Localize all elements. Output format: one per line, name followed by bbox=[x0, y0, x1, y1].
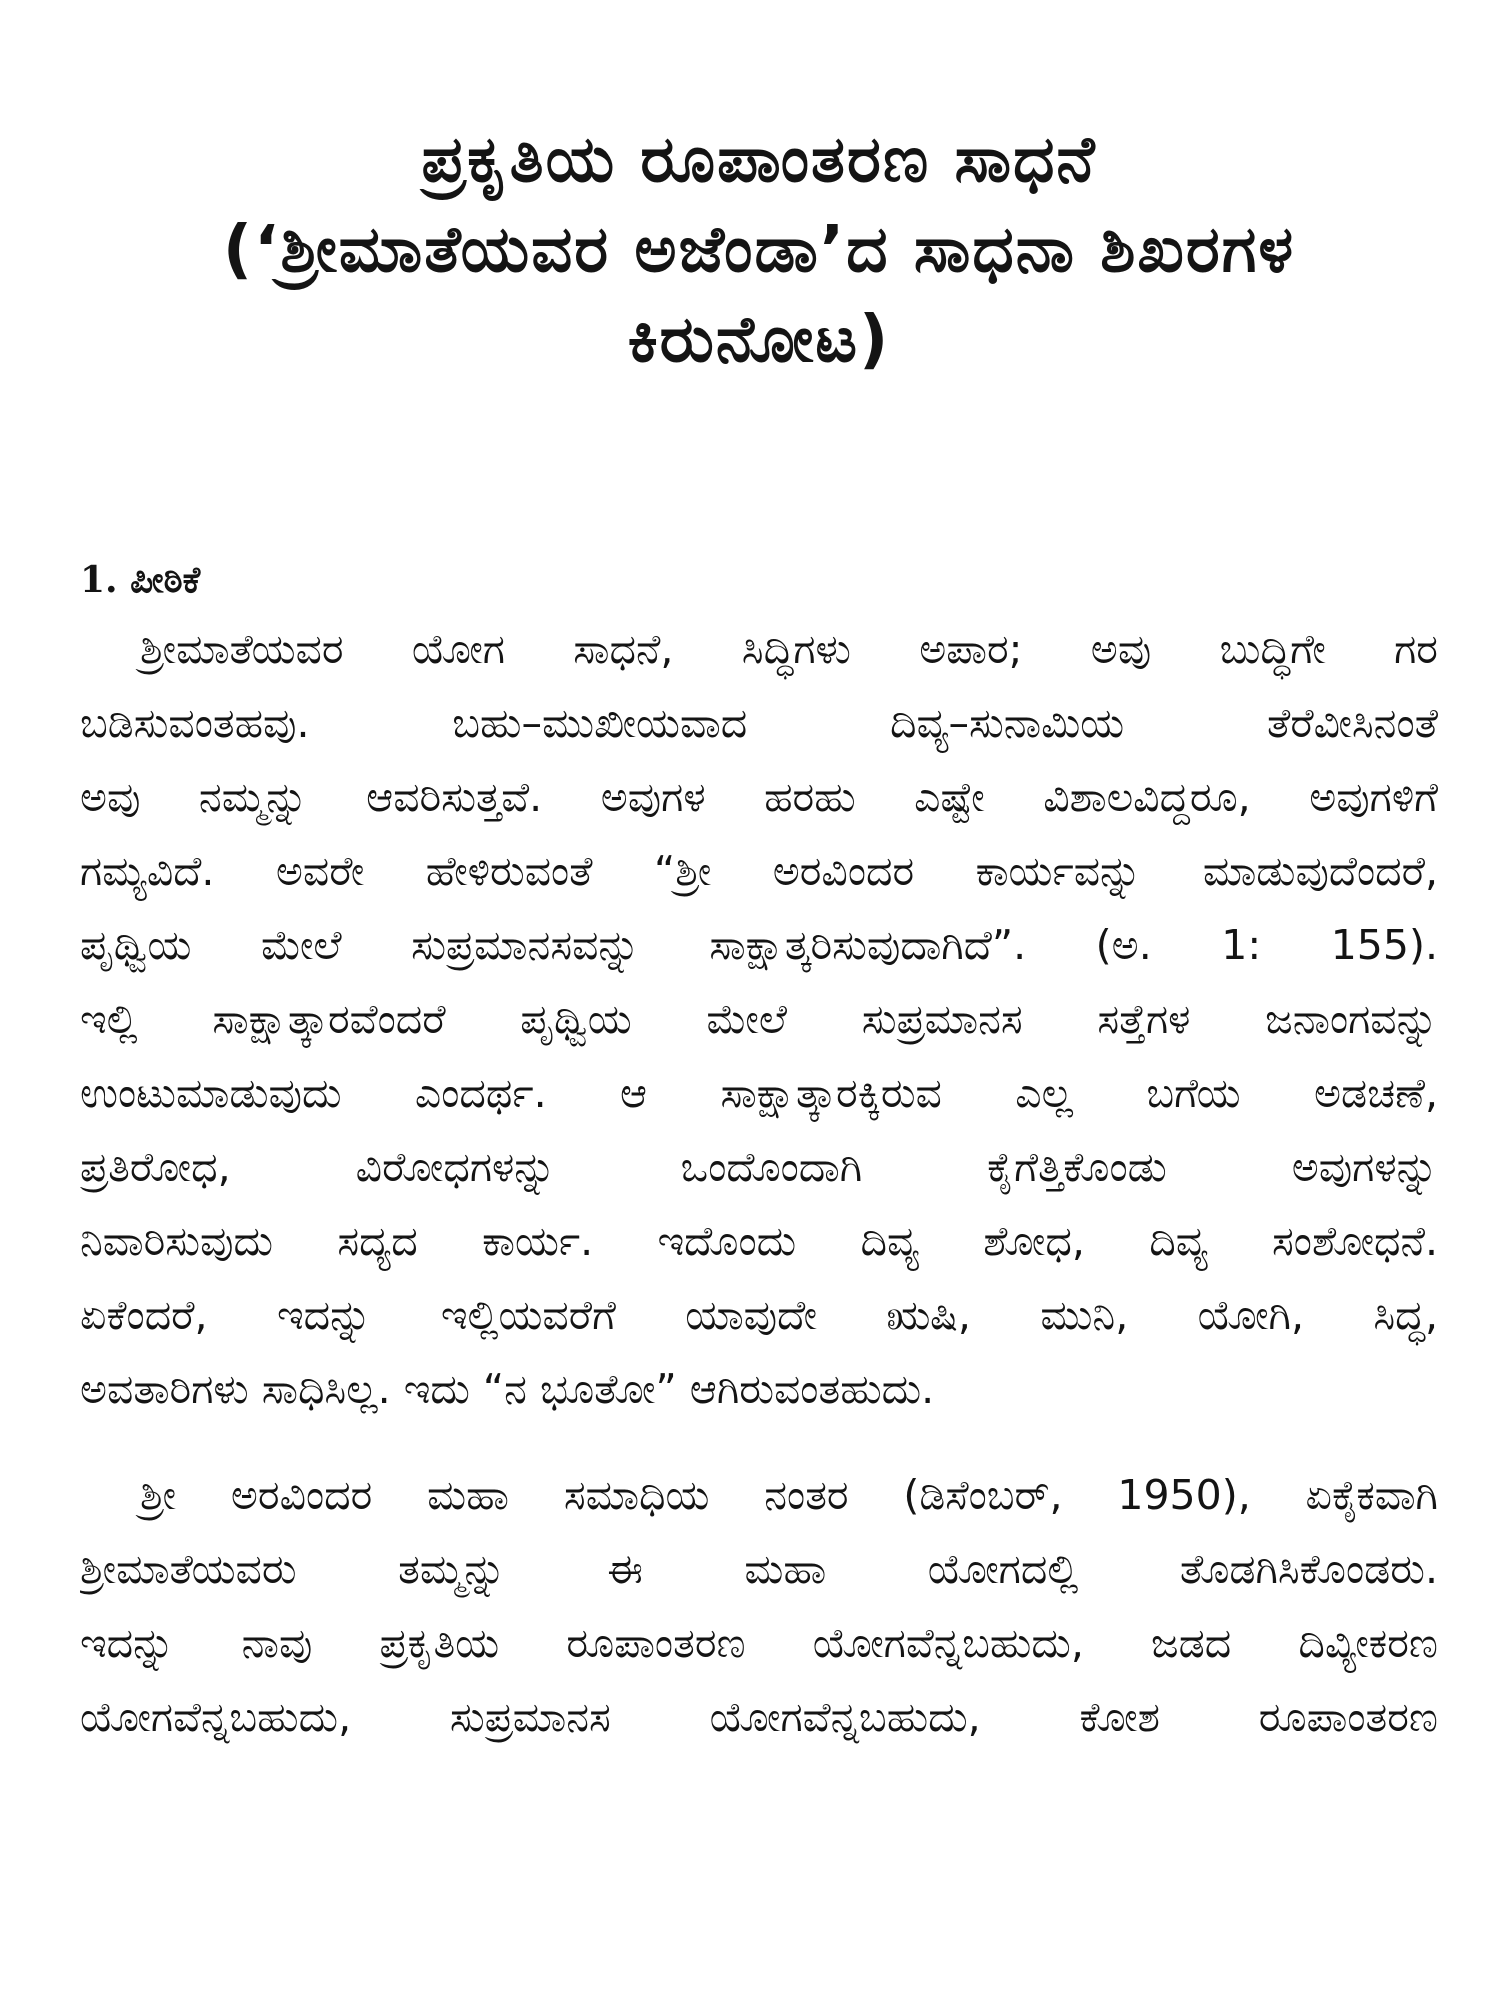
text-line: ಇಲ್ಲಿ ಸಾಕ್ಷಾತ್ಕಾರವೆಂದರೆ ಪೃಥ್ವಿಯ ಮೇಲೆ ಸುಪ್ರಮಾನಸ ಸತ್ತೆಗಳ ಜನಾಂಗವನ್ನು bbox=[80, 995, 1438, 1043]
text-line: ಪೃಥ್ವಿಯ ಮೇಲೆ ಸುಪ್ರಮಾನಸವನ್ನು ಸಾಕ್ಷಾತ್ಕರಿಸುವುದಾಗಿದೆ”. (ಅ. 1: 155). bbox=[80, 921, 1438, 969]
paragraph-2 bbox=[80, 1458, 1438, 1754]
text-line: ಅವು ನಮ್ಮನ್ನು ಆವರಿಸುತ್ತವೆ. ಅವುಗಳ ಹರಹು ಎಷ್ಟೇ ವಿಶಾಲವಿದ್ದರೂ, ಅವುಗಳಿಗೆ bbox=[80, 773, 1438, 821]
page-title: ಪ್ರಕೃತಿಯ ರೂಪಾಂತರಣ ಸಾಧನೆ bbox=[421, 123, 1097, 197]
text-line: ಯೋಗವೆನ್ನಬಹುದು, ಸುಪ್ರಮಾನಸ ಯೋಗವೆನ್ನಬಹುದು, ಕೋಶ ರೂಪಾಂತರಣ bbox=[80, 1693, 1438, 1741]
section-title: ಪೀಠಿಕೆ bbox=[130, 560, 201, 601]
text-line: ಅವತಾರಿಗಳು ಸಾಧಿಸಿಲ್ಲ. ಇದು “ನ ಭೂತೋ” ಆಗಿರುವಂತಹುದು. bbox=[80, 1365, 935, 1413]
text-line: ಏಕೆಂದರೆ, ಇದನ್ನು ಇಲ್ಲಿಯವರೆಗೆ ಯಾವುದೇ ಋಷಿ, ಮುನಿ, ಯೋಗಿ, ಸಿದ್ಧ, bbox=[80, 1291, 1438, 1339]
text-line: ನಿವಾರಿಸುವುದು ಸದ್ಯದ ಕಾರ್ಯ. ಇದೊಂದು ದಿವ್ಯ ಶೋಧ, ದಿವ್ಯ ಸಂಶೋಧನೆ. bbox=[80, 1217, 1438, 1265]
section-number: 1. bbox=[80, 559, 118, 601]
paragraph-1 bbox=[80, 612, 1438, 1426]
text-line: ಉಂಟುಮಾಡುವುದು ಎಂದರ್ಥ. ಆ ಸಾಕ್ಷಾತ್ಕಾರಕ್ಕಿರುವ ಎಲ್ಲ ಬಗೆಯ ಅಡಚಣೆ, bbox=[80, 1069, 1438, 1117]
text-line: ಶ್ರೀ ಅರವಿಂದರ ಮಹಾ ಸಮಾಧಿಯ ನಂತರ (ಡಿಸೆಂಬರ್, 1950), ಏಕೈಕವಾಗಿ bbox=[140, 1471, 1438, 1519]
text-line: ಪ್ರತಿರೋಧ, ವಿರೋಧಗಳನ್ನು ಒಂದೊಂದಾಗಿ ಕೈಗೆತ್ತಿಕೊಂಡು ಅವುಗಳನ್ನು bbox=[80, 1143, 1438, 1191]
section-heading bbox=[80, 555, 1438, 606]
text-line: ಶ್ರೀಮಾತೆಯವರು ತಮ್ಮನ್ನು ಈ ಮಹಾ ಯೋಗದಲ್ಲಿ ತೊಡಗಿಸಿಕೊಂಡರು. bbox=[80, 1545, 1438, 1593]
page-subtitle-line-2: ಕಿರುನೋಟ) bbox=[627, 303, 891, 377]
page-subtitle-line-1: (‘ಶ್ರೀಮಾತೆಯವರ ಅಜೆಂಡಾ’ದ ಸಾಧನಾ ಶಿಖರಗಳ bbox=[222, 213, 1296, 287]
text-line: ಶ್ರೀಮಾತೆಯವರ ಯೋಗ ಸಾಧನೆ, ಸಿದ್ಧಿಗಳು ಅಪಾರ; ಅವು ಬುದ್ಧಿಗೇ ಗರ bbox=[140, 625, 1438, 673]
title-block bbox=[80, 115, 1438, 385]
text-line: ಇದನ್ನು ನಾವು ಪ್ರಕೃತಿಯ ರೂಪಾಂತರಣ ಯೋಗವೆನ್ನಬಹುದು, ಜಡದ ದಿವ್ಯೀಕರಣ bbox=[80, 1619, 1438, 1667]
text-line: ಗಮ್ಯವಿದೆ. ಅವರೇ ಹೇಳಿರುವಂತೆ “ಶ್ರೀ ಅರವಿಂದರ ಕಾರ್ಯವನ್ನು ಮಾಡುವುದೆಂದರೆ, bbox=[80, 847, 1438, 895]
text-line: ಬಡಿಸುವಂತಹವು. ಬಹು–ಮುಖೀಯವಾದ ದಿವ್ಯ–ಸುನಾಮಿಯ ತೆರೆವೀಸಿನಂತೆ bbox=[80, 699, 1438, 747]
